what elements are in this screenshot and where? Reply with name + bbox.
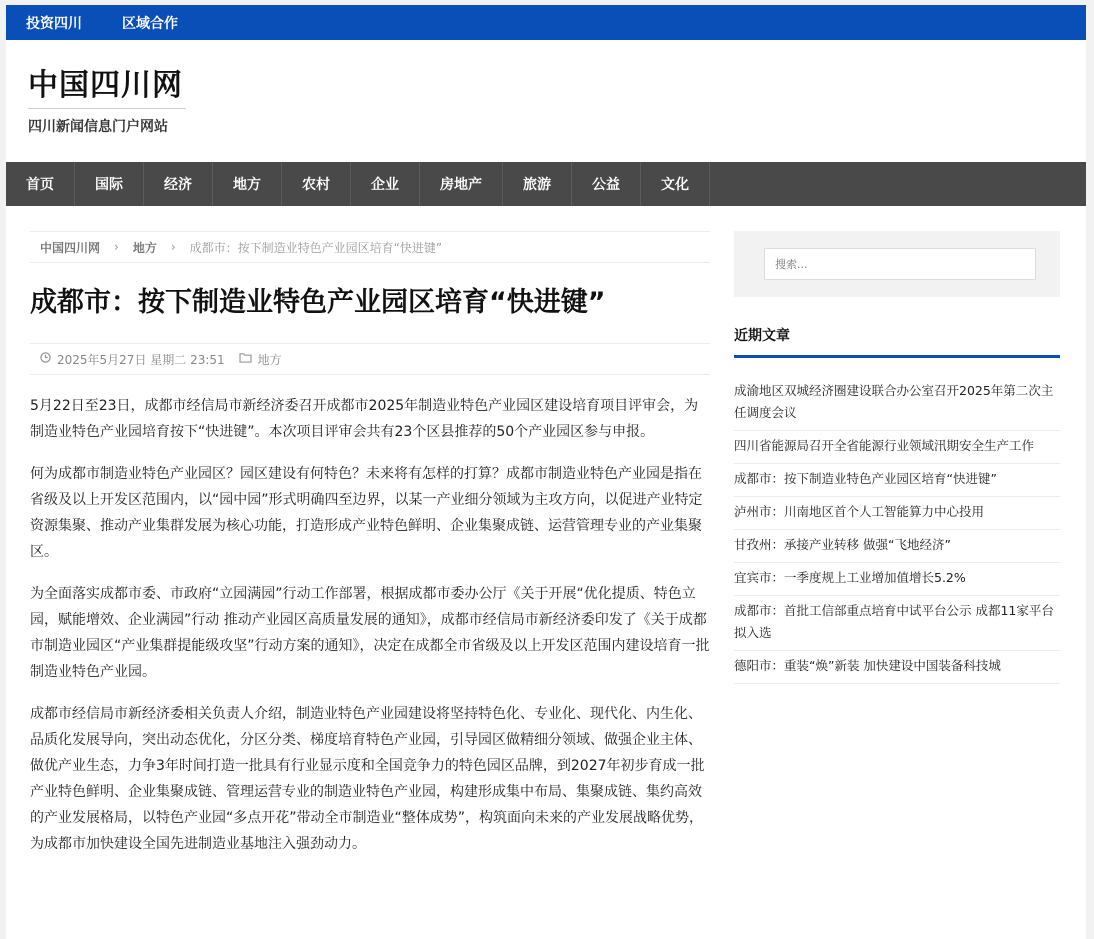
recent-posts-list	[734, 376, 1060, 684]
main-content	[30, 231, 710, 873]
sidebar	[734, 231, 1060, 684]
article-paragraph: 何为成都市制造业特色产业园区？园区建设有何特色？未来将有怎样的打算？成都市制造业特色产业园是指在省级及以上开发区范围内，以“园中园”形式明确四至边界，以某一产业细分领域为主攻方向，以促进产业特定资源集聚、推动产业集群发展为核心功能，打造形成产业特色鲜明、企业集聚成链、运营管理专业的产业集聚区。	[30, 466, 703, 560]
recent-post-link[interactable]: 成都市：按下制造业特色产业园区培育“快进键”	[734, 464, 1060, 497]
article-body	[30, 393, 710, 857]
search-input[interactable]	[764, 248, 1036, 280]
topbar-link-regional-cooperation[interactable]: 区域合作	[122, 15, 178, 32]
nav-item-travel[interactable]: 旅游	[503, 162, 572, 206]
article-paragraph: 为全面落实成都市委、市政府“立园满园”行动工作部署，根据成都市委办公厅《关于开展“优化提质、特色立园，赋能增效、企业满园”行动 推动产业园区高质量发展的通知》，成都市经信局市新经济委印发了《关于成都市制造业园区“产业集群提能级攻坚”行动方案的通知》，决定在成都全市省级及以上开发区范围内建设培育一批制造业特色产业园。	[30, 586, 710, 680]
recent-posts-heading: 近期文章	[734, 325, 1060, 358]
article-paragraph: 5月22日至23日，成都市经信局市新经济委召开成都市2025年制造业特色产业园区建设培育项目评审会，为制造业特色产业园培育按下“快进键”。本次项目评审会共有23个区县推荐的50个产业园区参与申报。	[30, 398, 699, 440]
breadcrumb	[30, 231, 710, 263]
nav-item-public-welfare[interactable]: 公益	[572, 162, 641, 206]
recent-post-link[interactable]: 成渝地区双城经济圈建设联合办公室召开2025年第二次主任调度会议	[734, 376, 1060, 431]
topbar-link-invest-sichuan[interactable]: 投资四川	[26, 15, 82, 32]
article-category[interactable]: 地方	[257, 352, 282, 367]
site-title[interactable]: 中国四川网	[28, 68, 183, 103]
nav-item-rural[interactable]: 农村	[282, 162, 351, 206]
recent-post-link[interactable]: 成都市：首批工信部重点培育中试平台公示 成都11家平台拟入选	[734, 596, 1060, 651]
nav-item-international[interactable]: 国际	[75, 162, 144, 206]
breadcrumb-category[interactable]: 地方	[132, 240, 157, 255]
recent-post-link[interactable]: 四川省能源局召开全省能源行业领域汛期安全生产工作	[734, 431, 1060, 464]
page	[6, 5, 1086, 939]
nav-item-home[interactable]: 首页	[6, 162, 75, 206]
site-tagline: 四川新闻信息门户网站	[28, 119, 168, 135]
nav-item-economy[interactable]: 经济	[144, 162, 213, 206]
article-paragraph: 成都市经信局市新经济委相关负责人介绍，制造业特色产业园建设将坚持特色化、专业化、现代化、内生化、品质化发展导向，突出动态优化，分区分类、梯度培育特色产业园，引导园区做精细分领域、做强企业主体、做优产业生态，力争3年时间打造一批具有行业显示度和全国竞争力的特色园区品牌，到2027年初步育成一批产业特色鲜明、企业集聚成链、管理运营专业的制造业特色产业园，构建形成集中布局、集聚成链、集约高效的产业发展格局，以特色产业园“多点开花”带动全市制造业“整体成势”，构筑面向未来的产业发展战略优势，为成都市加快建设全国先进制造业基地注入强劲动力。	[30, 706, 705, 852]
top-bar	[6, 5, 1086, 40]
title-divider	[28, 108, 186, 109]
recent-post-link[interactable]: 甘孜州：承接产业转移 做强“飞地经济”	[734, 530, 1060, 563]
recent-post-link[interactable]: 宜宾市：一季度规上工业增加值增长5.2%	[734, 563, 1060, 596]
breadcrumb-separator: ›	[170, 240, 176, 254]
breadcrumb-separator: ›	[114, 240, 119, 254]
search-widget	[734, 231, 1060, 297]
article-meta	[30, 343, 710, 375]
clock-icon	[40, 352, 51, 366]
nav-item-local[interactable]: 地方	[213, 162, 282, 206]
nav-item-culture[interactable]: 文化	[641, 162, 710, 206]
breadcrumb-current: 成都市：按下制造业特色产业园区培育“快进键”	[189, 240, 443, 255]
recent-post-link[interactable]: 泸州市：川南地区首个人工智能算力中心投用	[734, 497, 1060, 530]
nav-item-enterprise[interactable]: 企业	[351, 162, 420, 206]
main-nav	[6, 162, 1086, 206]
nav-item-real-estate[interactable]: 房地产	[420, 162, 503, 206]
recent-post-link[interactable]: 德阳市：重装“焕”新装 加快建设中国装备科技城	[734, 651, 1060, 684]
folder-icon	[239, 352, 252, 366]
article-title: 成都市：按下制造业特色产业园区培育“快进键”	[30, 287, 606, 318]
breadcrumb-home[interactable]: 中国四川网	[40, 240, 101, 255]
article-date: 2025年5月27日 星期二 23:51	[57, 352, 225, 367]
site-header	[6, 40, 1086, 162]
